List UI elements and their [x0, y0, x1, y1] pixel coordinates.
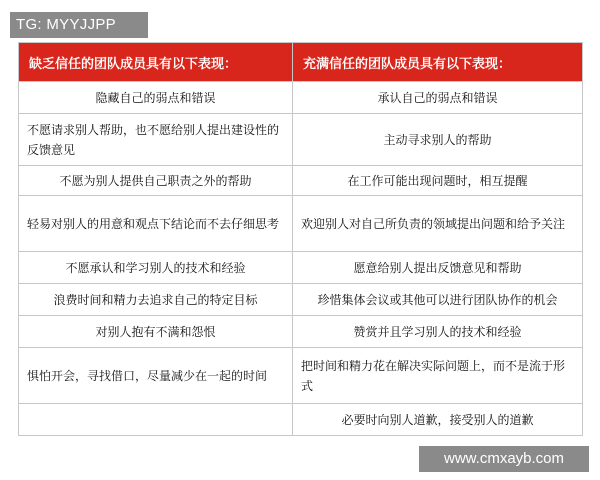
table-row	[19, 252, 583, 284]
table-row	[19, 404, 583, 436]
watermark-label: www.cmxayb.com	[419, 446, 589, 472]
tag-label: TG: MYYJJPP	[10, 12, 148, 38]
low-trust-cell: 对别人抱有不满和怨恨	[19, 316, 293, 348]
table-row	[19, 114, 583, 166]
high-trust-cell: 愿意给别人提出反馈意见和帮助	[293, 252, 583, 284]
table-row	[19, 196, 583, 252]
high-trust-cell: 在工作可能出现问题时，相互提醒	[293, 166, 583, 196]
low-trust-cell: 轻易对别人的用意和观点下结论而不去仔细思考	[19, 196, 293, 252]
low-trust-cell: 不愿请求别人帮助，也不愿给别人提出建设性的反馈意见	[19, 114, 293, 166]
high-trust-cell: 珍惜集体会议或其他可以进行团队协作的机会	[293, 284, 583, 316]
comparison-table	[18, 42, 583, 436]
high-trust-cell: 必要时向别人道歉，接受别人的道歉	[293, 404, 583, 436]
low-trust-cell: 浪费时间和精力去追求自己的特定目标	[19, 284, 293, 316]
high-trust-cell: 主动寻求别人的帮助	[293, 114, 583, 166]
header-low-trust: 缺乏信任的团队成员具有以下表现：	[19, 43, 293, 82]
high-trust-cell: 欢迎别人对自己所负责的领域提出问题和给予关注	[293, 196, 583, 252]
high-trust-cell: 把时间和精力花在解决实际问题上，而不是流于形式	[293, 348, 583, 404]
table-row	[19, 348, 583, 404]
low-trust-cell	[19, 404, 293, 436]
low-trust-cell: 不愿为别人提供自己职责之外的帮助	[19, 166, 293, 196]
header-row	[19, 43, 583, 82]
table-row	[19, 82, 583, 114]
low-trust-cell: 惧怕开会，寻找借口，尽量减少在一起的时间	[19, 348, 293, 404]
table-row	[19, 316, 583, 348]
table-row	[19, 166, 583, 196]
header-high-trust: 充满信任的团队成员具有以下表现：	[293, 43, 583, 82]
low-trust-cell: 不愿承认和学习别人的技术和经验	[19, 252, 293, 284]
high-trust-cell: 赞赏并且学习别人的技术和经验	[293, 316, 583, 348]
table-row	[19, 284, 583, 316]
high-trust-cell: 承认自己的弱点和错误	[293, 82, 583, 114]
low-trust-cell: 隐藏自己的弱点和错误	[19, 82, 293, 114]
